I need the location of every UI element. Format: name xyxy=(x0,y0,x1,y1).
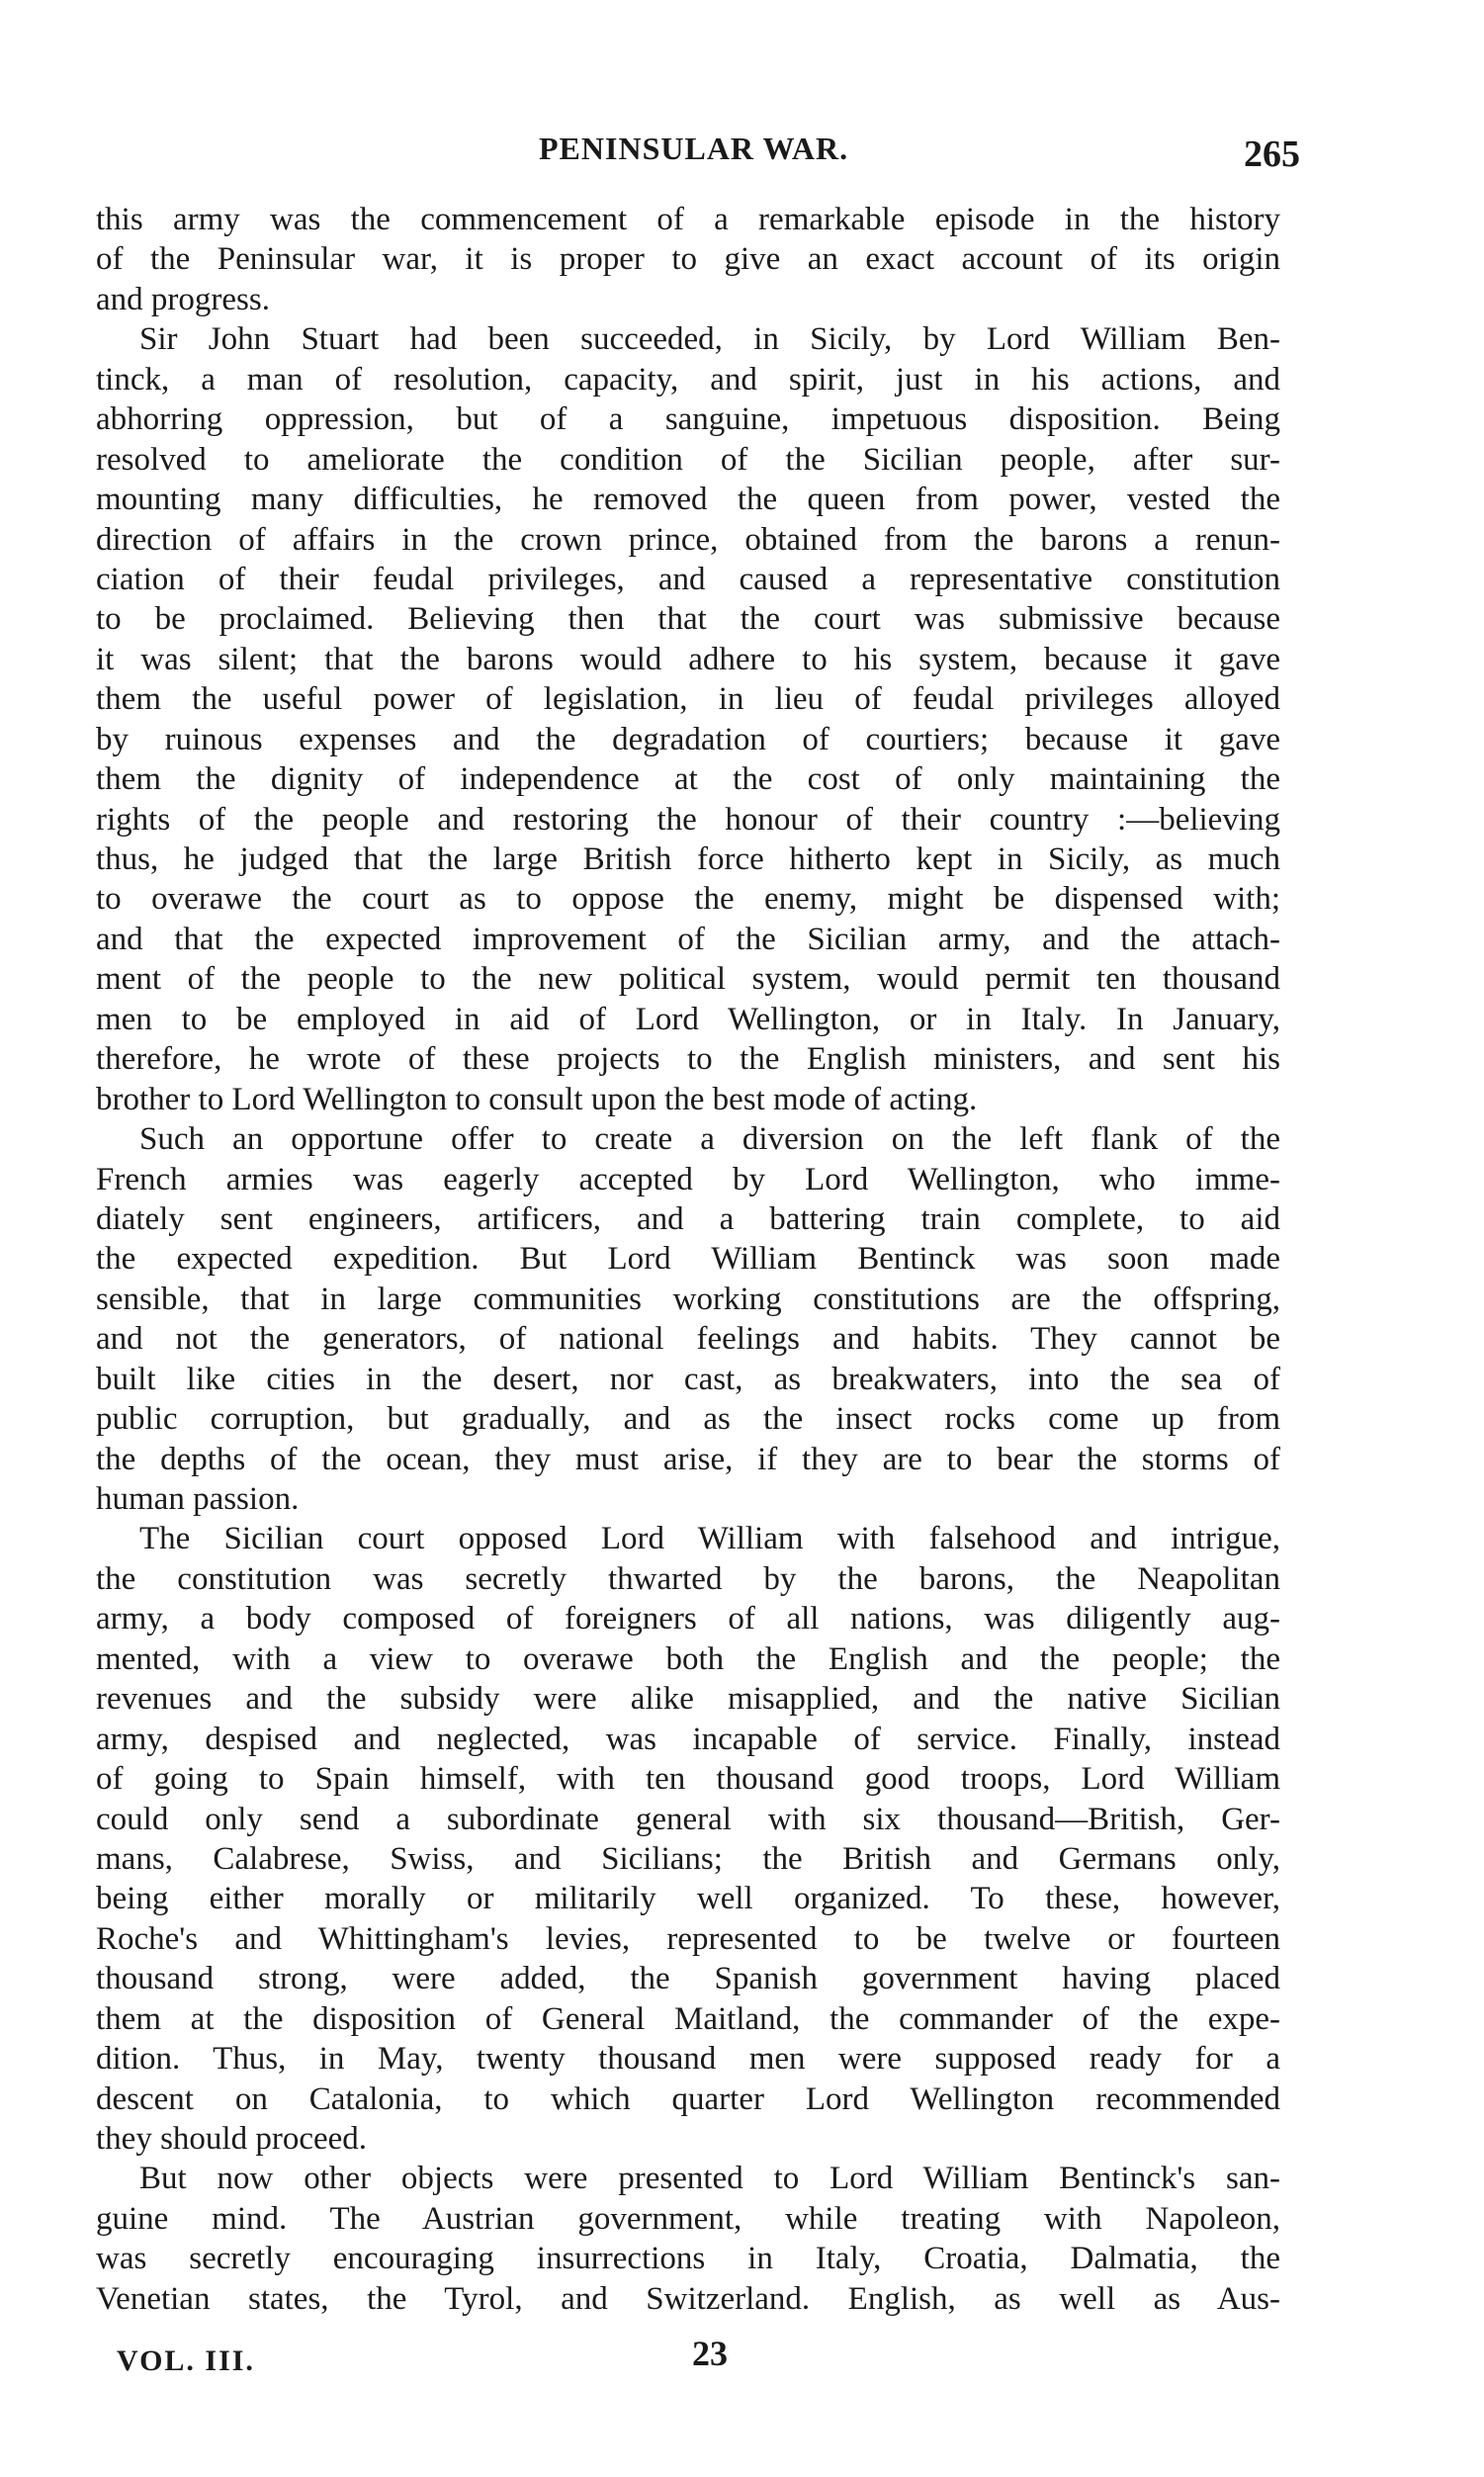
text-line: guine mind. The Austrian government, while treating with Napoleon, xyxy=(96,2200,1280,2237)
body-text xyxy=(96,200,1280,2319)
text-line: to overawe the court as to oppose the enemy, might be dispensed with; xyxy=(96,881,1280,918)
text-line: mented, with a view to overawe both the English and the people; the xyxy=(96,1640,1280,1677)
text-line: thus, he judged that the large British force hitherto kept in Sicily, as much xyxy=(96,841,1280,877)
running-title: PENINSULAR WAR. xyxy=(539,131,849,166)
text-line: army, a body composed of foreigners of all nations, was diligently aug- xyxy=(96,1601,1280,1637)
text-line: abhorring oppression, but of a sanguine, impetuous disposition. Being xyxy=(96,401,1280,438)
page-number: 265 xyxy=(1244,133,1300,175)
text-line: thousand strong, were added, the Spanish government having placed xyxy=(96,1961,1280,1997)
paragraph-start-line: But now other objects were presented to Lord William Bentinck's san- xyxy=(139,2161,1280,2197)
text-line: tinck, a man of resolution, capacity, and spirit, just in his actions, and xyxy=(96,361,1280,398)
text-line: and not the generators, of national feelings and habits. They cannot be xyxy=(96,1321,1280,1358)
text-line: this army was the commencement of a remarkable episode in the history xyxy=(96,202,1280,237)
text-line: human passion. xyxy=(96,1481,300,1517)
text-line: them the useful power of legislation, in lieu of feudal privileges alloyed xyxy=(96,681,1280,718)
text-line: dition. Thus, in May, twenty thousand men were supposed ready for a xyxy=(96,2041,1280,2078)
text-line: built like cities in the desert, nor cast, as breakwaters, into the sea of xyxy=(96,1361,1280,1397)
text-line: mans, Calabrese, Swiss, and Sicilians; the British and Germans only, xyxy=(96,1840,1280,1877)
text-line: could only send a subordinate general with six thousand—British, Ger- xyxy=(96,1801,1280,1837)
text-line: of going to Spain himself, with ten thousand good troops, Lord William xyxy=(96,1761,1280,1798)
text-line: diately sent engineers, artificers, and a battering train complete, to aid xyxy=(96,1200,1280,1237)
text-line: descent on Catalonia, to which quarter Lord Wellington recommended xyxy=(96,2080,1280,2117)
text-line: being either morally or militarily well organized. To these, however, xyxy=(96,1881,1280,1917)
text-line: ment of the people to the new political system, would permit ten thousand xyxy=(96,961,1280,998)
text-line: revenues and the subsidy were alike misapplied, and the native Sicilian xyxy=(96,1681,1280,1718)
text-line: them at the disposition of General Maitland, the commander of the expe- xyxy=(96,2000,1280,2037)
text-line: of the Peninsular war, it is proper to give an exact account of its origin xyxy=(96,241,1280,278)
text-line: to be proclaimed. Believing then that the court was submissive because xyxy=(96,601,1280,638)
text-line: the expected expedition. But Lord William Bentinck was soon made xyxy=(96,1241,1280,1278)
text-line: rights of the people and restoring the honour of their country :—believing xyxy=(96,801,1280,838)
volume-mark: VOL. III. xyxy=(117,2344,255,2377)
text-line: men to be employed in aid of Lord Wellington, or in Italy. In January, xyxy=(96,1001,1280,1037)
text-line: brother to Lord Wellington to consult upon the best mode of acting. xyxy=(96,1081,978,1117)
text-line: it was silent; that the barons would adhere to his system, because it gave xyxy=(96,641,1280,677)
text-line: the depths of the ocean, they must arise, if they are to bear the storms of xyxy=(96,1441,1280,1477)
text-line: they should proceed. xyxy=(96,2121,368,2157)
text-line: them the dignity of independence at the cost of only maintaining the xyxy=(96,761,1280,798)
text-line: Venetian states, the Tyrol, and Switzerland. English, as well as Aus- xyxy=(96,2280,1280,2317)
text-line: army, despised and neglected, was incapable of service. Finally, instead xyxy=(96,1721,1280,1757)
paragraph-start-line: Such an opportune offer to create a diversion on the left flank of the xyxy=(139,1121,1280,1158)
paragraph-start-line: Sir John Stuart had been succeeded, in Sicily, by Lord William Ben- xyxy=(139,321,1280,358)
text-line: direction of affairs in the crown prince, obtained from the barons a renun- xyxy=(96,521,1280,558)
text-line: French armies was eagerly accepted by Lord Wellington, who imme- xyxy=(96,1161,1280,1197)
signature-mark: 23 xyxy=(692,2334,728,2373)
paragraph-start-line: The Sicilian court opposed Lord William with falsehood and intrigue, xyxy=(139,1521,1280,1557)
text-line: therefore, he wrote of these projects to the English ministers, and sent his xyxy=(96,1041,1280,1078)
text-line: was secretly encouraging insurrections in Italy, Croatia, Dalmatia, the xyxy=(96,2241,1280,2277)
text-line: the constitution was secretly thwarted by the barons, the Neapolitan xyxy=(96,1560,1280,1597)
text-line: resolved to ameliorate the condition of the Sicilian people, after sur- xyxy=(96,441,1280,478)
text-line: ciation of their feudal privileges, and caused a representative constitution xyxy=(96,561,1280,597)
text-line: mounting many difficulties, he removed the queen from power, vested the xyxy=(96,482,1280,518)
text-line: public corruption, but gradually, and as the insect rocks come up from xyxy=(96,1401,1280,1438)
text-line: and progress. xyxy=(96,281,270,317)
text-line: sensible, that in large communities working constitutions are the offspring, xyxy=(96,1281,1280,1317)
text-line: and that the expected improvement of the Sicilian army, and the attach- xyxy=(96,921,1280,957)
text-line: Roche's and Whittingham's levies, represented to be twelve or fourteen xyxy=(96,1920,1280,1957)
text-line: by ruinous expenses and the degradation of courtiers; because it gave xyxy=(96,721,1280,757)
